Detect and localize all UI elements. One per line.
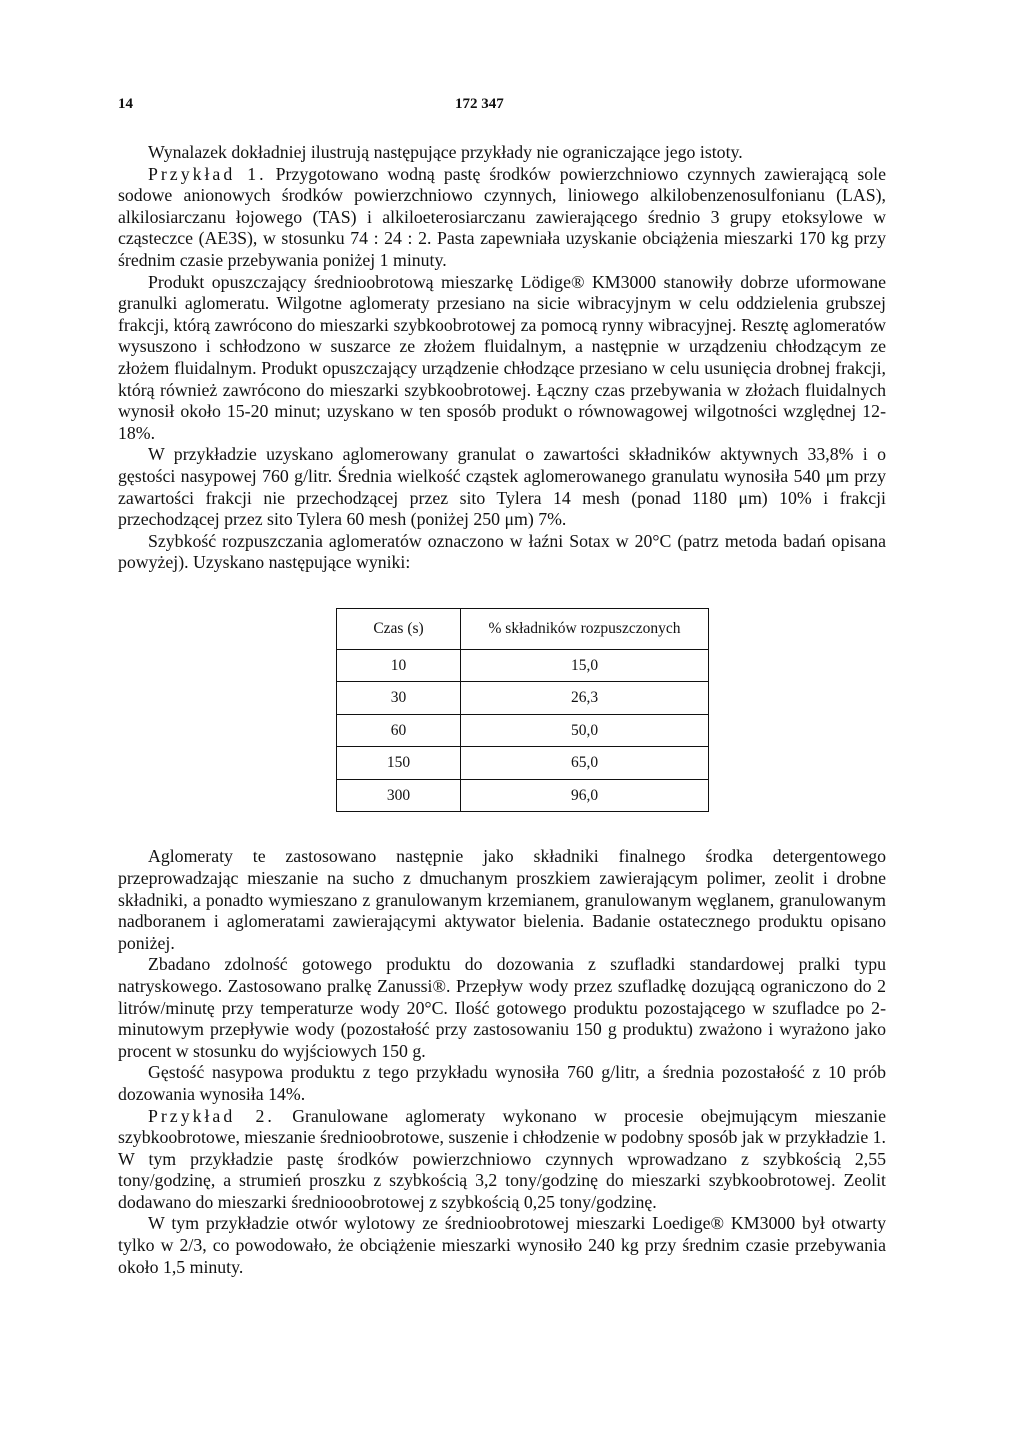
table-header-cell: Czas (s) [337,608,461,649]
outlet-paragraph: W tym przykładzie otwór wylotowy ze średnioobrotowej mieszarki Loedige® KM3000 był otwarty tylko w 2/3, co powodowało, że obciążenie mieszarki wynosiło 240 kg przy średnim czasie przebywania około 1,5 minuty. [118,1213,886,1277]
table-cell: 150 [337,747,461,780]
document-number: 172 347 [455,96,504,112]
table-row [337,779,709,812]
table-cell: 50,0 [461,714,709,747]
table-cell: 300 [337,779,461,812]
document-body [118,142,886,1278]
example-1-label: Przykład 1. [148,163,267,184]
table-cell: 15,0 [461,649,709,682]
intro-paragraph: Wynalazek dokładniej ilustrują następujące przykłady nie ograniczające jego istoty. [148,142,743,162]
dissolution-paragraph: Szybkość rozpuszczania aglomeratów oznaczono w łaźni Sotax w 20°C (patrz metoda badań opisana powyżej). Uzyskano następujące wyniki: [118,530,886,573]
example-2-label: Przykład 2. [148,1105,275,1126]
table-row [337,747,709,780]
table-cell: 26,3 [461,682,709,715]
dosing-paragraph: Zbadano zdolność gotowego produktu do dozowania z szufladki standardowej pralki typu natryskowego. Zastosowano pralkę Zanussi®. Przepływ wody przez szufladkę dozującą ograniczono do 2 litrów/minutę przy temperaturze wody 20°C. Ilość gotowego produktu pozostającego w szufladce po 2-minutowym przepływie wody (pozostałość przy zastosowaniu 150 g produktu) zważono i wyrażono jako procent w stosunku do wyjściowych 150 g. [118,954,886,1061]
example-2-paragraph [118,1106,886,1214]
table-header-cell: % składników rozpuszczonych [461,608,709,649]
table-header-row [337,608,709,649]
table-cell: 96,0 [461,779,709,812]
density-paragraph: Gęstość nasypowa produktu z tego przykładu wynosiła 760 g/litr, a średnia pozostałość z 10 prób dozowania wynosiła 14%. [118,1062,886,1104]
table-cell: 30 [337,682,461,715]
table-row [337,649,709,682]
example-1-paragraph [118,164,886,272]
table-cell: 10 [337,649,461,682]
results-table-wrapper [118,608,886,813]
agglomerates-paragraph: Aglomeraty te zastosowano następnie jako składniki finalnego środka detergentowego przeprowadzając mieszanie na sucho z dmuchanym proszkiem zawierającym polimer, zeolit i drobne składniki, a ponadto wymieszano z granulowanym krzemianem, granulowanym węglanem, granulowanym nadboranem i aglomeratami zawierającymi aktywator bielenia. Badanie ostatecznego produktu opisano poniżej. [118,846,886,953]
table-cell: 65,0 [461,747,709,780]
example-1-text: Przygotowano wodną pastę środków powierzchniowo czynnych zawierającą sole sodowe anionowych środków powierzchniowo czynnych, liniowego alkilobenzenosulfonianu (LAS), alkilosiarczanu łojowego (TAS) i alkiloeterosiarczanu zawierającego średnio 3 grupy etoksylowe w cząsteczce (AE3S), w stosunku 74 : 24 : 2. Pasta zapewniała uzyskanie obciążenia mieszarki 170 kg przy średnim czasie przebywania poniżej 1 minuty. [118,163,886,270]
example-2-text: Granulowane aglomeraty wykonano w procesie obejmującym mieszanie szybkoobrotowe, mieszanie średnioobrotowe, suszenie i chłodzenie w podobny sposób jak w przykładzie 1. W tym przykładzie pastę środków powierzchniowo czynnych wprowadzano z szybkością 2,55 tony/godzinę, a strumień proszku z szybkością 3,2 tony/godzinę do mieszarki szybkoobrotowej. Zeolit dodawano do mieszarki średniooobrotowej z szybkością 0,25 tony/godzinę. [118,1105,886,1212]
table-row [337,714,709,747]
table-row [337,682,709,715]
product-paragraph: Produkt opuszczający średnioobrotową mieszarkę Lödige® KM3000 stanowiły dobrze uformowane granulki aglomeratu. Wilgotne aglomeraty przesiano na sicie wibracyjnym w celu oddzielenia grubszej frakcji, którą zawrócono do mieszarki szybkoobrotowej za pomocą rynny wibracyjnej. Resztę aglomeratów wysuszono i schłodzono w suszarce ze złożem fluidalnym, a następnie w urządzeniu chłodzącym ze złożem fluidalnym. Produkt opuszczający urządzenie chłodzące przesiano w celu usunięcia drobnej frakcji, którą również zawrócono do mieszarki szybkoobrotowej. Łączny czas przebywania w złożach fluidalnych wynosił około 15-20 minut; uzyskano w ten sposób produkt o równowagowej wilgotności względnej 12-18%. [118,271,886,443]
granulate-paragraph: W przykładzie uzyskano aglomerowany granulat o zawartości składników aktywnych 33,8% i o gęstości nasypowej 760 g/litr. Średnia wielkość cząstek aglomerowanego granulatu wynosiła 540 μm przy zawartości frakcji nie przechodzącej przez sito Tylera 14 mesh (ponad 1180 μm) 10% i frakcji przechodzącej przez sito Tylera 60 mesh (poniżej 250 μm) 7%. [118,444,886,530]
page-number: 14 [118,96,133,112]
results-table [336,608,709,813]
table-cell: 60 [337,714,461,747]
